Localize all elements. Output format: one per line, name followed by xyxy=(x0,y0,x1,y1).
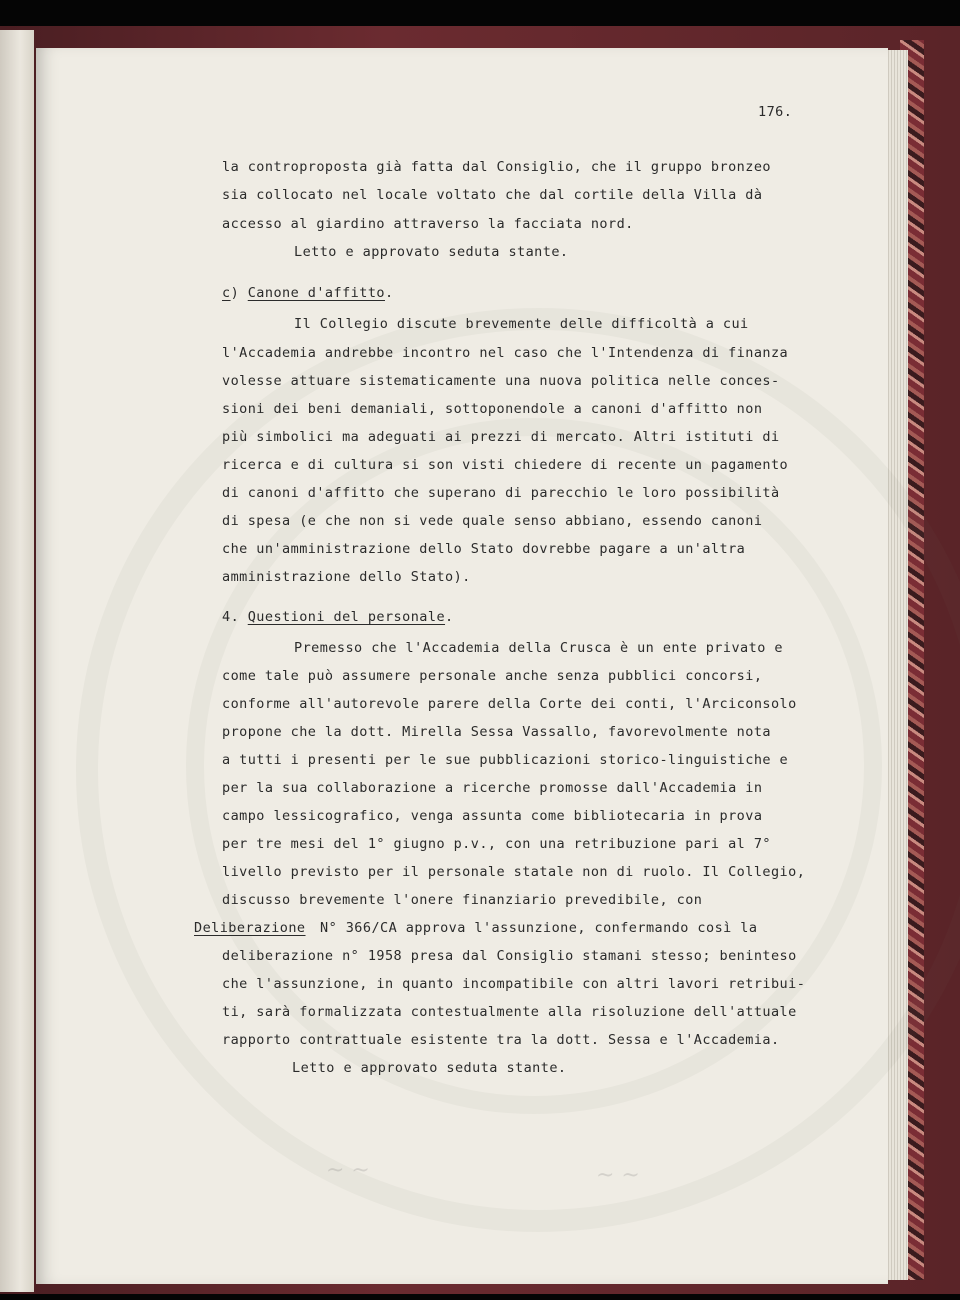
text-line: di canoni d'affitto che superano di parecchio le loro possibilità xyxy=(222,485,780,501)
document-page xyxy=(36,48,888,1284)
text-line: per tre mesi del 1° giugno p.v., con una retribuzione pari al 7° xyxy=(222,836,771,852)
text-line: come tale può assumere personale anche senza pubblici concorsi, xyxy=(222,668,763,684)
text-line: che l'assunzione, in quanto incompatibile con altri lavori retribui- xyxy=(222,976,806,992)
text-line: che un'amministrazione dello Stato dovrebbe pagare a un'altra xyxy=(222,541,746,557)
page-number: 176. xyxy=(758,104,793,120)
text-line: più simbolici ma adeguati ai prezzi di mercato. Altri istituti di xyxy=(222,429,780,445)
text-line: a tutti i presenti per le sue pubblicazioni storico-linguistiche e xyxy=(222,752,789,768)
text-line: Letto e approvato seduta stante. xyxy=(292,1060,567,1076)
text-line: deliberazione n° 1958 presa dal Consiglio stamani stesso; beninteso xyxy=(222,948,797,964)
heading-prefix: 4. xyxy=(222,609,248,625)
text-line: di spesa (e che non si vede quale senso abbiano, essendo canoni xyxy=(222,513,763,529)
text-line: Letto e approvato seduta stante. xyxy=(294,244,569,260)
section-heading-questioni: 4. Questioni del personale. xyxy=(222,609,454,625)
heading-prefix: c xyxy=(222,285,231,301)
text-line: sioni dei beni demaniali, sottoponendole a canoni d'affitto non xyxy=(222,401,763,417)
text-line: conforme all'autorevole parere della Corte dei conti, l'Arciconsolo xyxy=(222,696,797,712)
section-heading-canone: c) Canone d'affitto. xyxy=(222,285,394,301)
typed-text xyxy=(36,48,888,1284)
text-line: livello previsto per il personale statale non di ruolo. Il Collegio, xyxy=(222,864,806,880)
text-line: propone che la dott. Mirella Sessa Vassallo, favorevolmente nota xyxy=(222,724,771,740)
text-line: la controproposta già fatta dal Consiglio, che il gruppo bronzeo xyxy=(222,159,771,175)
text-line: rapporto contrattuale esistente tra la dott. Sessa e l'Accademia. xyxy=(222,1032,780,1048)
text-line: Premesso che l'Accademia della Crusca è un ente privato e xyxy=(294,640,783,656)
text-line: amministrazione dello Stato). xyxy=(222,569,471,585)
text-line: discusso brevemente l'onere finanziario prevedibile, con xyxy=(222,892,703,908)
show-through-signature-left: ~ ~ xyxy=(326,1158,370,1183)
text-line: N° 366/CA approva l'assunzione, confermando così la xyxy=(320,920,758,936)
text-line: ti, sarà formalizzata contestualmente alla risoluzione dell'attuale xyxy=(222,1004,797,1020)
text-line: ricerca e di cultura si son visti chiedere di recente un pagamento xyxy=(222,457,789,473)
text-line: accesso al giardino attraverso la facciata nord. xyxy=(222,216,634,232)
text-line: l'Accademia andrebbe incontro nel caso che l'Intendenza di finanza xyxy=(222,345,789,361)
text-line: volesse attuare sistematicamente una nuova politica nelle conces- xyxy=(222,373,780,389)
heading-title: Canone d'affitto xyxy=(247,285,385,301)
deliberazione-marginal-label: Deliberazione xyxy=(194,920,306,936)
text-line: Il Collegio discute brevemente delle difficoltà a cui xyxy=(294,316,749,332)
text-line: sia collocato nel locale voltato che dal cortile della Villa dà xyxy=(222,187,763,203)
heading-title: Questioni del personale xyxy=(247,609,446,625)
text-line: campo lessicografico, venga assunta come bibliotecaria in prova xyxy=(222,808,763,824)
show-through-signature-right: ~ ~ xyxy=(596,1163,640,1188)
text-line: per la sua collaborazione a ricerche promosse dall'Accademia in xyxy=(222,780,763,796)
left-page-edge xyxy=(0,30,34,1292)
